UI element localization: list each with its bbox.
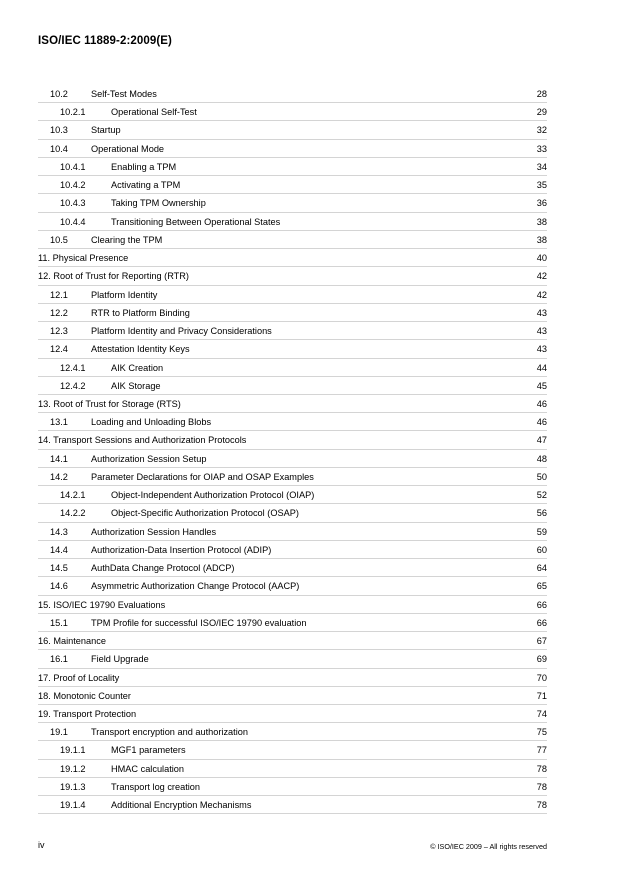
- toc-entry-page: 77: [536, 745, 547, 756]
- toc-entry-number: 16.1: [50, 654, 68, 665]
- toc-entry-number: 10.3: [50, 125, 68, 136]
- toc-entry[interactable]: [0, 778, 619, 796]
- toc-entry-number: 15.: [38, 599, 51, 610]
- toc-entry[interactable]: [0, 596, 619, 614]
- toc-entry-page: 34: [536, 161, 547, 172]
- toc-entry-heading: [38, 632, 106, 650]
- toc-entry-number: 19.1.3: [60, 781, 86, 792]
- toc-entry[interactable]: [0, 468, 619, 486]
- toc-entry-number: 19.: [38, 708, 51, 719]
- toc-entry-page: 52: [536, 490, 547, 501]
- toc-entry[interactable]: [0, 304, 619, 322]
- toc-entry[interactable]: [0, 213, 619, 231]
- toc-entry-title: Root of Trust for Reporting (RTR): [53, 271, 189, 282]
- toc-entry-title: Transitioning Between Operational States: [111, 216, 281, 227]
- table-of-contents: [0, 85, 619, 814]
- toc-entry-heading: [38, 705, 136, 723]
- toc-entry-title: Transport encryption and authorization: [91, 727, 248, 738]
- toc-entry-page: 45: [536, 380, 547, 391]
- toc-entry-page: 43: [536, 326, 547, 337]
- toc-entry-number: 13.1: [50, 417, 68, 428]
- toc-entry-page: 42: [536, 289, 547, 300]
- toc-entry[interactable]: [0, 450, 619, 468]
- toc-entry-number: 14.2.2: [60, 508, 86, 519]
- toc-entry-heading: [38, 395, 181, 413]
- toc-entry[interactable]: [0, 796, 619, 814]
- toc-entry-number: 18.: [38, 690, 51, 701]
- toc-entry-title: Transport Protection: [53, 708, 137, 719]
- toc-entry-title: AIK Creation: [111, 362, 164, 373]
- toc-entry[interactable]: [0, 687, 619, 705]
- toc-entry[interactable]: [0, 377, 619, 395]
- toc-entry-number: 19.1.4: [60, 800, 86, 811]
- toc-entry-title: Loading and Unloading Blobs: [91, 417, 212, 428]
- toc-entry[interactable]: [0, 322, 619, 340]
- toc-entry-number: 16.: [38, 636, 51, 647]
- toc-entry-title: Object-Independent Authorization Protocol (OIAP): [111, 490, 315, 501]
- toc-entry-number: 14.4: [50, 544, 68, 555]
- toc-entry-title: Field Upgrade: [91, 654, 149, 665]
- toc-entry-title: Attestation Identity Keys: [91, 344, 190, 355]
- toc-entry-title: AIK Storage: [111, 380, 161, 391]
- toc-entry[interactable]: [0, 359, 619, 377]
- toc-entry[interactable]: [0, 723, 619, 741]
- toc-entry-number: 12.: [38, 271, 51, 282]
- toc-entry-number: 14.6: [50, 581, 68, 592]
- toc-entry-title: Object-Specific Authorization Protocol (OSAP): [111, 508, 299, 519]
- toc-entry-title: Transport log creation: [111, 781, 201, 792]
- toc-entry[interactable]: [0, 140, 619, 158]
- toc-entry-page: 38: [536, 216, 547, 227]
- toc-entry-page: 71: [536, 690, 547, 701]
- toc-entry-number: 10.2.1: [60, 107, 86, 118]
- document-header: ISO/IEC 11889-2:2009(E): [38, 35, 172, 47]
- toc-entry[interactable]: [0, 85, 619, 103]
- toc-entry-title: MGF1 parameters: [111, 745, 186, 756]
- toc-entry-page: 78: [536, 800, 547, 811]
- toc-entry-page: 70: [536, 672, 547, 683]
- toc-entry-number: 12.4.1: [60, 362, 86, 373]
- toc-entry-page: 50: [536, 471, 547, 482]
- toc-entry-title: Root of Trust for Storage (RTS): [53, 398, 181, 409]
- toc-entry-page: 43: [536, 307, 547, 318]
- toc-entry[interactable]: [0, 705, 619, 723]
- toc-entry-title: Additional Encryption Mechanisms: [111, 800, 252, 811]
- toc-entry-number: 13.: [38, 398, 51, 409]
- toc-entry-number: 14.1: [50, 453, 68, 464]
- toc-entry-page: 44: [536, 362, 547, 373]
- toc-entry[interactable]: [0, 559, 619, 577]
- toc-entry-title: TPM Profile for successful ISO/IEC 19790 evaluation: [91, 617, 307, 628]
- toc-entry-number: 19.1.1: [60, 745, 86, 756]
- toc-entry-title: Taking TPM Ownership: [111, 198, 206, 209]
- toc-entry-number: 14.2.1: [60, 490, 86, 501]
- toc-entry-page: 28: [536, 89, 547, 99]
- toc-entry-title: Operational Self-Test: [111, 107, 197, 118]
- toc-entry-title: Activating a TPM: [111, 180, 181, 191]
- toc-entry-page: 78: [536, 763, 547, 774]
- toc-entry-title: Transport Sessions and Authorization Protocols: [53, 435, 247, 446]
- toc-entry[interactable]: [0, 577, 619, 595]
- toc-entry-title: RTR to Platform Binding: [91, 307, 190, 318]
- toc-entry[interactable]: [0, 194, 619, 212]
- toc-entry-title: Authorization-Data Insertion Protocol (ADIP): [91, 544, 272, 555]
- toc-entry[interactable]: [0, 650, 619, 668]
- toc-entry-number: 11.: [38, 253, 51, 264]
- toc-entry-number: 15.1: [50, 617, 68, 628]
- toc-entry[interactable]: [0, 121, 619, 139]
- toc-entry[interactable]: [0, 632, 619, 650]
- toc-entry-page: 46: [536, 398, 547, 409]
- toc-entry-page: 47: [536, 435, 547, 446]
- toc-entry-title: HMAC calculation: [111, 763, 185, 774]
- toc-entry-page: 59: [536, 526, 547, 537]
- toc-entry[interactable]: [0, 741, 619, 759]
- toc-entry-page: 48: [536, 453, 547, 464]
- toc-entry-number: 14.3: [50, 526, 68, 537]
- toc-entry[interactable]: [0, 103, 619, 121]
- toc-entry[interactable]: [0, 158, 619, 176]
- toc-entry-page: 56: [536, 508, 547, 519]
- toc-entry-title: Operational Mode: [91, 143, 165, 154]
- toc-entry-page: 60: [536, 544, 547, 555]
- toc-entry-title: Asymmetric Authorization Change Protocol (AACP): [91, 581, 300, 592]
- toc-entry-title: Startup: [91, 125, 121, 136]
- toc-entry-number: 12.4.2: [60, 380, 86, 391]
- toc-entry-number: 10.4.2: [60, 180, 86, 191]
- toc-entry-title: Parameter Declarations for OIAP and OSAP Examples: [91, 471, 314, 482]
- toc-entry[interactable]: [0, 286, 619, 304]
- toc-entry-page: 78: [536, 781, 547, 792]
- toc-entry-page: 66: [536, 599, 547, 610]
- toc-entry[interactable]: [0, 231, 619, 249]
- toc-entry[interactable]: [0, 176, 619, 194]
- toc-entry-page: 67: [536, 636, 547, 647]
- toc-entry-number: 10.5: [50, 234, 68, 245]
- toc-entry-title: AuthData Change Protocol (ADCP): [91, 563, 235, 574]
- toc-entry-heading: [38, 267, 189, 285]
- toc-entry[interactable]: [0, 504, 619, 522]
- toc-entry-page: 46: [536, 417, 547, 428]
- toc-entry-page: 65: [536, 581, 547, 592]
- toc-entry-title: Enabling a TPM: [111, 161, 177, 172]
- toc-entry-page: 36: [536, 198, 547, 209]
- toc-entry-heading: [38, 669, 119, 687]
- toc-entry-page: 43: [536, 344, 547, 355]
- toc-entry-title: Clearing the TPM: [91, 234, 163, 245]
- toc-entry-number: 10.4.3: [60, 198, 86, 209]
- toc-entry-number: 12.1: [50, 289, 68, 300]
- toc-entry-page: 32: [536, 125, 547, 136]
- toc-entry-title: Self-Test Modes: [91, 89, 157, 99]
- toc-entry[interactable]: [0, 431, 619, 449]
- toc-entry-number: 19.1: [50, 727, 68, 738]
- toc-entry-number: 14.2: [50, 471, 68, 482]
- toc-entry-number: 12.2: [50, 307, 68, 318]
- toc-entry-title: Platform Identity: [91, 289, 158, 300]
- toc-entry-heading: [38, 596, 165, 614]
- toc-entry-number: 17.: [38, 672, 51, 683]
- toc-entry-page: 69: [536, 654, 547, 665]
- toc-entry-title: Monotonic Counter: [53, 690, 131, 701]
- toc-entry-number: 12.4: [50, 344, 68, 355]
- toc-entry[interactable]: [0, 523, 619, 541]
- toc-entry-page: 35: [536, 180, 547, 191]
- page-number: iv: [38, 840, 45, 850]
- toc-entry-page: 38: [536, 234, 547, 245]
- toc-entry-page: 33: [536, 143, 547, 154]
- toc-entry-page: 64: [536, 563, 547, 574]
- toc-entry[interactable]: [0, 541, 619, 559]
- toc-entry-title: Platform Identity and Privacy Considerations: [91, 326, 272, 337]
- toc-entry-page: 75: [536, 727, 547, 738]
- toc-entry-page: 40: [536, 253, 547, 264]
- toc-entry-heading: [38, 249, 128, 267]
- toc-entry-number: 19.1.2: [60, 763, 86, 774]
- toc-divider: [38, 813, 547, 814]
- toc-entry-number: 14.: [38, 435, 51, 446]
- toc-entry-title: Maintenance: [53, 636, 106, 647]
- toc-entry[interactable]: [0, 413, 619, 431]
- toc-entry-title: ISO/IEC 19790 Evaluations: [53, 599, 166, 610]
- toc-entry[interactable]: [0, 486, 619, 504]
- toc-entry-number: 10.2: [50, 89, 68, 99]
- toc-entry[interactable]: [0, 760, 619, 778]
- toc-entry[interactable]: [0, 340, 619, 358]
- toc-entry-page: 74: [536, 708, 547, 719]
- toc-entry-heading: [38, 431, 246, 449]
- toc-entry[interactable]: [0, 669, 619, 687]
- toc-entry-number: 12.3: [50, 326, 68, 337]
- toc-entry[interactable]: [0, 249, 619, 267]
- toc-entry-heading: [38, 687, 131, 705]
- toc-entry-title: Authorization Session Setup: [91, 453, 207, 464]
- toc-entry[interactable]: [0, 395, 619, 413]
- toc-entry-page: 66: [536, 617, 547, 628]
- toc-entry-number: 14.5: [50, 563, 68, 574]
- copyright-notice: © ISO/IEC 2009 – All rights reserved: [430, 842, 547, 851]
- toc-entry-page: 42: [536, 271, 547, 282]
- toc-entry-number: 10.4.4: [60, 216, 86, 227]
- toc-entry-title: Physical Presence: [52, 253, 129, 264]
- toc-entry-title: Authorization Session Handles: [91, 526, 217, 537]
- toc-entry-page: 29: [536, 107, 547, 118]
- toc-entry[interactable]: [0, 614, 619, 632]
- toc-entry[interactable]: [0, 267, 619, 285]
- toc-entry-number: 10.4: [50, 143, 68, 154]
- toc-entry-title: Proof of Locality: [53, 672, 120, 683]
- toc-entry-number: 10.4.1: [60, 161, 86, 172]
